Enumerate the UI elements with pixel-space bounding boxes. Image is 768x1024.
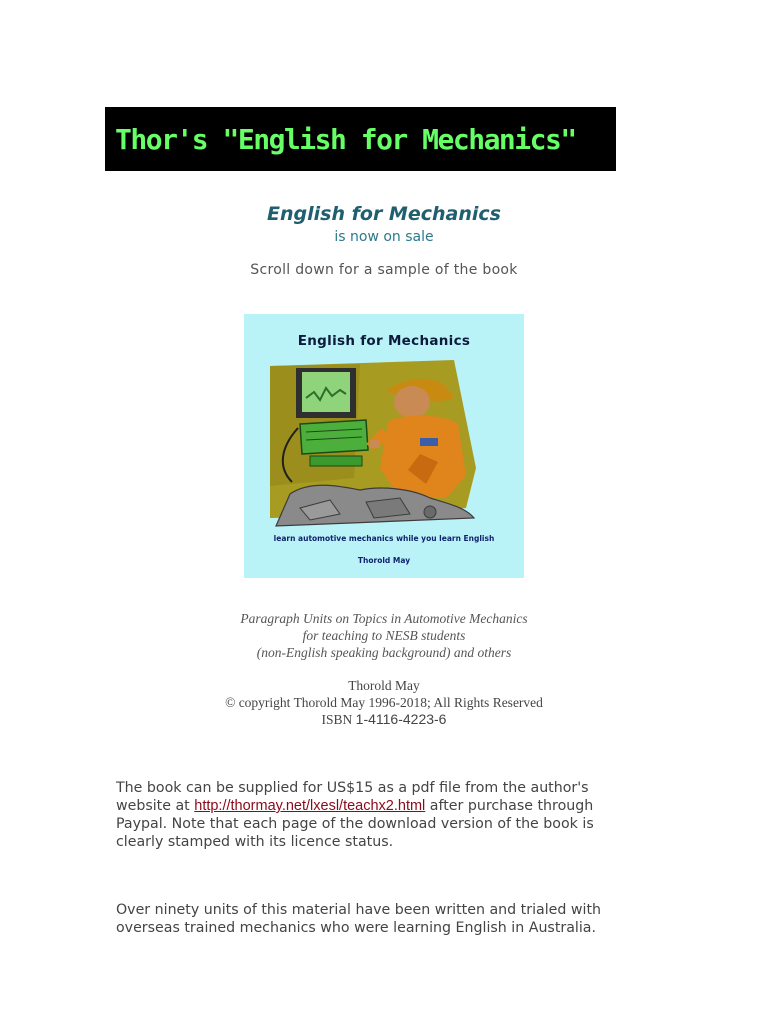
cover-author: Thorold May [357, 556, 411, 565]
purchase-line-4: clearly stamped with its licence status. [116, 834, 394, 850]
purchase-line-2-prefix: website at [116, 798, 195, 814]
purchase-line-1: The book can be supplied for US$15 as a pdf file from the author's [116, 780, 589, 796]
copyright-notice: © copyright Thorold May 1996-2018; All Rights Reserved [225, 695, 543, 710]
site-title: Thor's "English for Mechanics" [115, 122, 576, 156]
purchase-line-2-suffix: after purchase through [425, 798, 594, 814]
cover-tagline: learn automotive mechanics while you learn English [273, 534, 495, 543]
purchase-paragraph [116, 779, 656, 851]
isbn [0, 711, 768, 728]
header-banner [105, 107, 616, 171]
cover-title: English for Mechanics [297, 333, 471, 349]
purchase-line-3: Paypal. Note that each page of the download version of the book is [116, 816, 594, 832]
teachx2-link[interactable]: http://thormay.net/lxesl/teachx2.html [194, 798, 426, 814]
purchase-line-2 [116, 797, 656, 815]
units-paragraph [116, 901, 656, 937]
book-cover [244, 314, 524, 578]
isbn-number: 1-4116-4223-6 [355, 711, 447, 727]
mechanic-illustration-icon [270, 358, 486, 530]
isbn-label: ISBN [321, 712, 356, 727]
units-line-2: overseas trained mechanics who were learning English in Australia. [116, 920, 597, 936]
book-title: English for Mechanics [267, 203, 501, 225]
author-name: Thorold May [348, 678, 420, 693]
units-line-1: Over ninety units of this material have been written and trialed with [116, 902, 601, 918]
subtitle-line-2: for teaching to NESB students [302, 628, 466, 643]
subtitle-line-3: (non-English speaking background) and others [256, 645, 512, 660]
subtitle-line-1: Paragraph Units on Topics in Automotive Mechanics [240, 611, 528, 626]
scroll-note: Scroll down for a sample of the book [250, 262, 518, 278]
on-sale-note: is now on sale [334, 229, 434, 245]
